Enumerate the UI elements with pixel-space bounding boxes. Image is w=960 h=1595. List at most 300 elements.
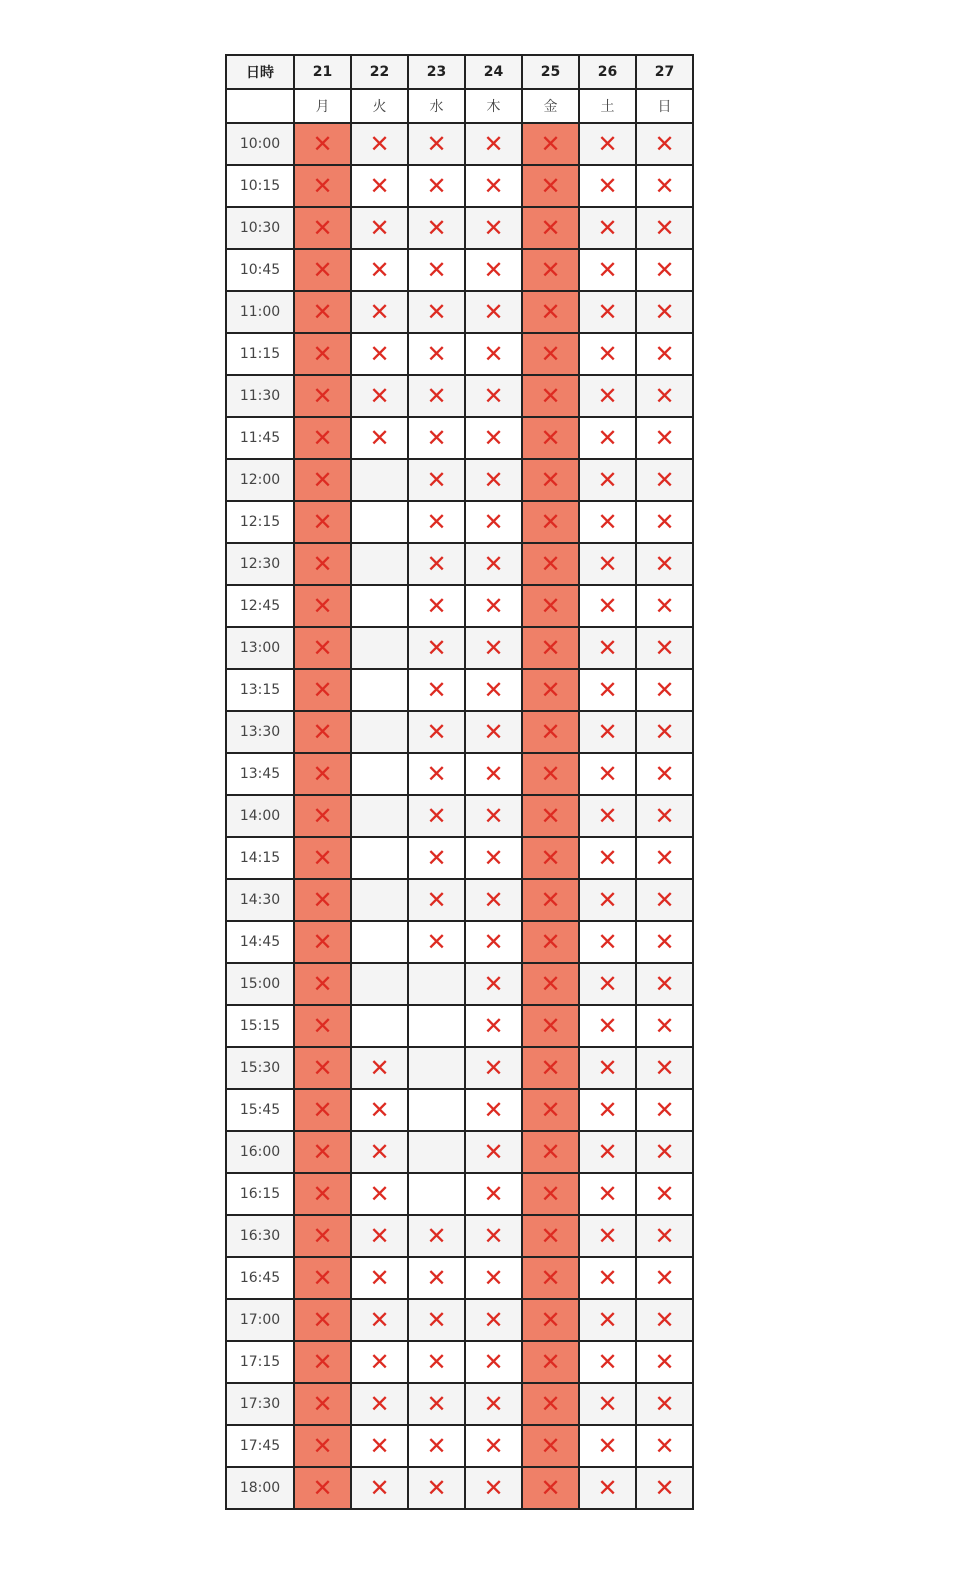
unavailable-x-icon: ✕	[654, 298, 675, 326]
time-label: 13:45	[226, 753, 294, 795]
unavailable-x-icon: ✕	[426, 1264, 447, 1292]
time-label: 10:15	[226, 165, 294, 207]
day-header-date: 22	[351, 55, 408, 89]
unavailable-x-icon: ✕	[540, 1138, 561, 1166]
unavailable-x-icon: ✕	[654, 340, 675, 368]
slot-cell-unavailable	[408, 123, 465, 165]
slot-cell-available[interactable]	[408, 1005, 465, 1047]
unavailable-x-icon: ✕	[312, 1264, 333, 1292]
time-slot-row	[226, 1005, 693, 1047]
slot-cell-unavailable	[408, 1425, 465, 1467]
slot-cell-unavailable	[294, 921, 351, 963]
time-label: 15:30	[226, 1047, 294, 1089]
unavailable-x-icon: ✕	[312, 718, 333, 746]
slot-cell-unavailable	[294, 123, 351, 165]
unavailable-x-icon: ✕	[369, 1306, 390, 1334]
slot-cell-unavailable	[294, 585, 351, 627]
slot-cell-unavailable	[465, 417, 522, 459]
unavailable-x-icon: ✕	[540, 466, 561, 494]
slot-cell-unavailable	[579, 165, 636, 207]
unavailable-x-icon: ✕	[654, 970, 675, 998]
unavailable-x-icon: ✕	[369, 1264, 390, 1292]
slot-cell-unavailable	[522, 627, 579, 669]
time-slot-row	[226, 921, 693, 963]
slot-cell-unavailable	[636, 207, 693, 249]
slot-cell-available[interactable]	[351, 921, 408, 963]
unavailable-x-icon: ✕	[597, 1222, 618, 1250]
time-label: 15:00	[226, 963, 294, 1005]
unavailable-x-icon: ✕	[597, 970, 618, 998]
unavailable-x-icon: ✕	[654, 1348, 675, 1376]
slot-cell-unavailable	[465, 1299, 522, 1341]
slot-cell-available[interactable]	[351, 963, 408, 1005]
slot-cell-unavailable	[522, 1173, 579, 1215]
slot-cell-available[interactable]	[351, 627, 408, 669]
unavailable-x-icon: ✕	[312, 760, 333, 788]
unavailable-x-icon: ✕	[483, 928, 504, 956]
slot-cell-unavailable	[408, 249, 465, 291]
slot-cell-unavailable	[408, 585, 465, 627]
time-slot-row	[226, 1089, 693, 1131]
unavailable-x-icon: ✕	[483, 550, 504, 578]
time-slot-row	[226, 501, 693, 543]
unavailable-x-icon: ✕	[540, 1222, 561, 1250]
slot-cell-unavailable	[522, 711, 579, 753]
unavailable-x-icon: ✕	[540, 760, 561, 788]
slot-cell-unavailable	[294, 1257, 351, 1299]
time-slot-row	[226, 1173, 693, 1215]
unavailable-x-icon: ✕	[597, 844, 618, 872]
unavailable-x-icon: ✕	[426, 718, 447, 746]
unavailable-x-icon: ✕	[483, 256, 504, 284]
slot-cell-unavailable	[465, 585, 522, 627]
day-header-weekday: 水	[408, 89, 465, 123]
time-slot-row	[226, 627, 693, 669]
unavailable-x-icon: ✕	[654, 1222, 675, 1250]
time-label: 16:15	[226, 1173, 294, 1215]
slot-cell-unavailable	[294, 1383, 351, 1425]
slot-cell-available[interactable]	[408, 1047, 465, 1089]
unavailable-x-icon: ✕	[654, 1264, 675, 1292]
slot-cell-unavailable	[579, 585, 636, 627]
unavailable-x-icon: ✕	[483, 760, 504, 788]
unavailable-x-icon: ✕	[597, 382, 618, 410]
day-header-weekday: 金	[522, 89, 579, 123]
slot-cell-unavailable	[408, 669, 465, 711]
slot-cell-available[interactable]	[351, 669, 408, 711]
unavailable-x-icon: ✕	[426, 382, 447, 410]
unavailable-x-icon: ✕	[312, 802, 333, 830]
unavailable-x-icon: ✕	[483, 1054, 504, 1082]
unavailable-x-icon: ✕	[540, 676, 561, 704]
slot-cell-unavailable	[408, 375, 465, 417]
slot-cell-unavailable	[636, 333, 693, 375]
unavailable-x-icon: ✕	[483, 1264, 504, 1292]
slot-cell-unavailable	[579, 333, 636, 375]
slot-cell-unavailable	[465, 333, 522, 375]
unavailable-x-icon: ✕	[426, 844, 447, 872]
slot-cell-unavailable	[636, 879, 693, 921]
time-label: 17:30	[226, 1383, 294, 1425]
time-label: 16:00	[226, 1131, 294, 1173]
unavailable-x-icon: ✕	[426, 1306, 447, 1334]
slot-cell-unavailable	[351, 165, 408, 207]
unavailable-x-icon: ✕	[312, 1390, 333, 1418]
slot-cell-unavailable	[465, 1425, 522, 1467]
unavailable-x-icon: ✕	[312, 1474, 333, 1502]
slot-cell-unavailable	[465, 1005, 522, 1047]
slot-cell-unavailable	[465, 1131, 522, 1173]
unavailable-x-icon: ✕	[483, 1390, 504, 1418]
unavailable-x-icon: ✕	[369, 1432, 390, 1460]
time-label: 18:00	[226, 1467, 294, 1509]
unavailable-x-icon: ✕	[426, 424, 447, 452]
slot-cell-available[interactable]	[351, 459, 408, 501]
unavailable-x-icon: ✕	[597, 172, 618, 200]
slot-cell-unavailable	[351, 375, 408, 417]
unavailable-x-icon: ✕	[426, 298, 447, 326]
slot-cell-unavailable	[408, 1467, 465, 1509]
unavailable-x-icon: ✕	[312, 382, 333, 410]
unavailable-x-icon: ✕	[597, 424, 618, 452]
unavailable-x-icon: ✕	[369, 340, 390, 368]
unavailable-x-icon: ✕	[597, 802, 618, 830]
slot-cell-unavailable	[465, 165, 522, 207]
unavailable-x-icon: ✕	[597, 340, 618, 368]
time-slot-row	[226, 375, 693, 417]
time-slot-row	[226, 333, 693, 375]
time-label: 13:30	[226, 711, 294, 753]
unavailable-x-icon: ✕	[540, 130, 561, 158]
slot-cell-unavailable	[522, 753, 579, 795]
unavailable-x-icon: ✕	[597, 1012, 618, 1040]
unavailable-x-icon: ✕	[483, 340, 504, 368]
unavailable-x-icon: ✕	[312, 1222, 333, 1250]
time-slot-row	[226, 417, 693, 459]
time-label: 12:00	[226, 459, 294, 501]
slot-cell-unavailable	[294, 795, 351, 837]
unavailable-x-icon: ✕	[597, 1138, 618, 1166]
unavailable-x-icon: ✕	[597, 592, 618, 620]
unavailable-x-icon: ✕	[312, 676, 333, 704]
day-header-weekday: 木	[465, 89, 522, 123]
unavailable-x-icon: ✕	[540, 1348, 561, 1376]
unavailable-x-icon: ✕	[540, 928, 561, 956]
unavailable-x-icon: ✕	[426, 130, 447, 158]
unavailable-x-icon: ✕	[597, 676, 618, 704]
slot-cell-available[interactable]	[351, 753, 408, 795]
time-label: 12:30	[226, 543, 294, 585]
slot-cell-unavailable	[294, 1215, 351, 1257]
unavailable-x-icon: ✕	[597, 760, 618, 788]
slot-cell-unavailable	[408, 1257, 465, 1299]
slot-cell-unavailable	[294, 1467, 351, 1509]
slot-cell-unavailable	[465, 921, 522, 963]
slot-cell-unavailable	[408, 417, 465, 459]
unavailable-x-icon: ✕	[369, 298, 390, 326]
unavailable-x-icon: ✕	[483, 886, 504, 914]
time-slot-row	[226, 963, 693, 1005]
weekday-corner-blank	[226, 89, 294, 123]
unavailable-x-icon: ✕	[597, 718, 618, 746]
unavailable-x-icon: ✕	[312, 214, 333, 242]
slot-cell-unavailable	[408, 879, 465, 921]
unavailable-x-icon: ✕	[654, 760, 675, 788]
unavailable-x-icon: ✕	[483, 130, 504, 158]
slot-cell-unavailable	[636, 1467, 693, 1509]
slot-cell-unavailable	[294, 669, 351, 711]
unavailable-x-icon: ✕	[369, 214, 390, 242]
day-header-date: 21	[294, 55, 351, 89]
unavailable-x-icon: ✕	[654, 1306, 675, 1334]
slot-cell-unavailable	[636, 459, 693, 501]
slot-cell-unavailable	[522, 1341, 579, 1383]
slot-cell-unavailable	[294, 879, 351, 921]
time-label: 14:15	[226, 837, 294, 879]
unavailable-x-icon: ✕	[540, 1390, 561, 1418]
unavailable-x-icon: ✕	[483, 1306, 504, 1334]
day-header-weekday: 火	[351, 89, 408, 123]
time-slot-body	[226, 123, 693, 1509]
slot-cell-unavailable	[465, 795, 522, 837]
unavailable-x-icon: ✕	[540, 1474, 561, 1502]
unavailable-x-icon: ✕	[654, 508, 675, 536]
unavailable-x-icon: ✕	[369, 1138, 390, 1166]
slot-cell-unavailable	[351, 249, 408, 291]
slot-cell-unavailable	[351, 1131, 408, 1173]
slot-cell-available[interactable]	[351, 795, 408, 837]
unavailable-x-icon: ✕	[597, 130, 618, 158]
slot-cell-unavailable	[408, 795, 465, 837]
slot-cell-unavailable	[522, 1425, 579, 1467]
unavailable-x-icon: ✕	[369, 1096, 390, 1124]
time-slot-row	[226, 1299, 693, 1341]
slot-cell-unavailable	[408, 333, 465, 375]
slot-cell-available[interactable]	[351, 711, 408, 753]
slot-cell-available[interactable]	[351, 879, 408, 921]
slot-cell-unavailable	[579, 1257, 636, 1299]
slot-cell-available[interactable]	[351, 543, 408, 585]
unavailable-x-icon: ✕	[597, 298, 618, 326]
unavailable-x-icon: ✕	[597, 256, 618, 284]
slot-cell-unavailable	[579, 417, 636, 459]
unavailable-x-icon: ✕	[540, 844, 561, 872]
unavailable-x-icon: ✕	[597, 1432, 618, 1460]
slot-cell-unavailable	[294, 417, 351, 459]
slot-cell-unavailable	[465, 1341, 522, 1383]
slot-cell-unavailable	[636, 1047, 693, 1089]
slot-cell-unavailable	[465, 627, 522, 669]
unavailable-x-icon: ✕	[312, 508, 333, 536]
slot-cell-available[interactable]	[408, 963, 465, 1005]
slot-cell-unavailable	[579, 501, 636, 543]
slot-cell-unavailable	[408, 1299, 465, 1341]
unavailable-x-icon: ✕	[426, 1432, 447, 1460]
slot-cell-available[interactable]	[351, 585, 408, 627]
unavailable-x-icon: ✕	[369, 1390, 390, 1418]
unavailable-x-icon: ✕	[483, 214, 504, 242]
slot-cell-unavailable	[522, 1005, 579, 1047]
unavailable-x-icon: ✕	[597, 214, 618, 242]
slot-cell-unavailable	[522, 879, 579, 921]
time-slot-row	[226, 1257, 693, 1299]
unavailable-x-icon: ✕	[483, 1096, 504, 1124]
time-slot-row	[226, 837, 693, 879]
unavailable-x-icon: ✕	[654, 634, 675, 662]
unavailable-x-icon: ✕	[654, 256, 675, 284]
slot-cell-unavailable	[294, 291, 351, 333]
time-slot-row	[226, 669, 693, 711]
slot-cell-unavailable	[579, 1299, 636, 1341]
time-label: 11:15	[226, 333, 294, 375]
unavailable-x-icon: ✕	[426, 592, 447, 620]
slot-cell-unavailable	[579, 1005, 636, 1047]
unavailable-x-icon: ✕	[540, 214, 561, 242]
unavailable-x-icon: ✕	[312, 298, 333, 326]
unavailable-x-icon: ✕	[540, 1306, 561, 1334]
unavailable-x-icon: ✕	[369, 1348, 390, 1376]
unavailable-x-icon: ✕	[312, 844, 333, 872]
unavailable-x-icon: ✕	[312, 466, 333, 494]
unavailable-x-icon: ✕	[426, 676, 447, 704]
time-label: 15:45	[226, 1089, 294, 1131]
slot-cell-available[interactable]	[351, 837, 408, 879]
slot-cell-unavailable	[579, 291, 636, 333]
time-slot-row	[226, 459, 693, 501]
slot-cell-available[interactable]	[351, 1005, 408, 1047]
day-header-date: 27	[636, 55, 693, 89]
slot-cell-unavailable	[636, 1005, 693, 1047]
unavailable-x-icon: ✕	[597, 1474, 618, 1502]
slot-cell-available[interactable]	[408, 1089, 465, 1131]
slot-cell-unavailable	[579, 1047, 636, 1089]
date-header-row	[226, 55, 693, 89]
day-header-date: 26	[579, 55, 636, 89]
time-slot-row	[226, 543, 693, 585]
unavailable-x-icon: ✕	[426, 256, 447, 284]
slot-cell-unavailable	[636, 837, 693, 879]
slot-cell-unavailable	[351, 1341, 408, 1383]
unavailable-x-icon: ✕	[426, 340, 447, 368]
slot-cell-unavailable	[636, 165, 693, 207]
slot-cell-unavailable	[636, 375, 693, 417]
unavailable-x-icon: ✕	[483, 1180, 504, 1208]
time-label: 12:45	[226, 585, 294, 627]
unavailable-x-icon: ✕	[369, 1474, 390, 1502]
slot-cell-unavailable	[579, 1173, 636, 1215]
unavailable-x-icon: ✕	[483, 1138, 504, 1166]
slot-cell-unavailable	[294, 1173, 351, 1215]
slot-cell-unavailable	[408, 207, 465, 249]
slot-cell-unavailable	[465, 1383, 522, 1425]
slot-cell-unavailable	[636, 795, 693, 837]
slot-cell-unavailable	[636, 123, 693, 165]
unavailable-x-icon: ✕	[312, 424, 333, 452]
unavailable-x-icon: ✕	[483, 382, 504, 410]
slot-cell-unavailable	[294, 375, 351, 417]
day-header-weekday: 月	[294, 89, 351, 123]
slot-cell-unavailable	[522, 1131, 579, 1173]
slot-cell-unavailable	[294, 627, 351, 669]
unavailable-x-icon: ✕	[597, 634, 618, 662]
day-header-date: 23	[408, 55, 465, 89]
slot-cell-unavailable	[294, 333, 351, 375]
unavailable-x-icon: ✕	[597, 550, 618, 578]
slot-cell-unavailable	[351, 1299, 408, 1341]
unavailable-x-icon: ✕	[312, 1180, 333, 1208]
slot-cell-unavailable	[351, 123, 408, 165]
slot-cell-unavailable	[351, 1215, 408, 1257]
unavailable-x-icon: ✕	[597, 1390, 618, 1418]
unavailable-x-icon: ✕	[483, 1432, 504, 1460]
time-slot-row	[226, 711, 693, 753]
slot-cell-unavailable	[579, 249, 636, 291]
slot-cell-unavailable	[522, 207, 579, 249]
slot-cell-available[interactable]	[351, 501, 408, 543]
unavailable-x-icon: ✕	[312, 634, 333, 662]
time-label: 17:15	[226, 1341, 294, 1383]
reservation-schedule-table	[225, 54, 694, 1510]
time-label: 17:45	[226, 1425, 294, 1467]
slot-cell-unavailable	[465, 1089, 522, 1131]
slot-cell-unavailable	[636, 1173, 693, 1215]
unavailable-x-icon: ✕	[312, 1138, 333, 1166]
unavailable-x-icon: ✕	[654, 802, 675, 830]
slot-cell-unavailable	[522, 417, 579, 459]
time-label: 14:00	[226, 795, 294, 837]
slot-cell-unavailable	[636, 1341, 693, 1383]
time-slot-row	[226, 1215, 693, 1257]
unavailable-x-icon: ✕	[369, 172, 390, 200]
slot-cell-unavailable	[579, 963, 636, 1005]
unavailable-x-icon: ✕	[654, 172, 675, 200]
unavailable-x-icon: ✕	[654, 676, 675, 704]
unavailable-x-icon: ✕	[540, 592, 561, 620]
unavailable-x-icon: ✕	[540, 634, 561, 662]
time-label: 11:00	[226, 291, 294, 333]
slot-cell-available[interactable]	[408, 1131, 465, 1173]
slot-cell-unavailable	[579, 753, 636, 795]
unavailable-x-icon: ✕	[369, 424, 390, 452]
unavailable-x-icon: ✕	[540, 424, 561, 452]
time-label: 10:00	[226, 123, 294, 165]
slot-cell-unavailable	[294, 459, 351, 501]
slot-cell-unavailable	[636, 417, 693, 459]
unavailable-x-icon: ✕	[483, 844, 504, 872]
slot-cell-unavailable	[465, 669, 522, 711]
slot-cell-unavailable	[522, 501, 579, 543]
unavailable-x-icon: ✕	[426, 1222, 447, 1250]
time-slot-row	[226, 1425, 693, 1467]
slot-cell-unavailable	[294, 753, 351, 795]
unavailable-x-icon: ✕	[312, 1096, 333, 1124]
time-slot-row	[226, 207, 693, 249]
slot-cell-unavailable	[636, 1299, 693, 1341]
unavailable-x-icon: ✕	[597, 1264, 618, 1292]
time-slot-row	[226, 753, 693, 795]
slot-cell-available[interactable]	[408, 1173, 465, 1215]
slot-cell-unavailable	[351, 1425, 408, 1467]
unavailable-x-icon: ✕	[540, 256, 561, 284]
slot-cell-unavailable	[351, 1173, 408, 1215]
slot-cell-unavailable	[522, 1299, 579, 1341]
unavailable-x-icon: ✕	[540, 1012, 561, 1040]
slot-cell-unavailable	[636, 291, 693, 333]
slot-cell-unavailable	[522, 585, 579, 627]
unavailable-x-icon: ✕	[654, 928, 675, 956]
unavailable-x-icon: ✕	[483, 676, 504, 704]
unavailable-x-icon: ✕	[483, 466, 504, 494]
